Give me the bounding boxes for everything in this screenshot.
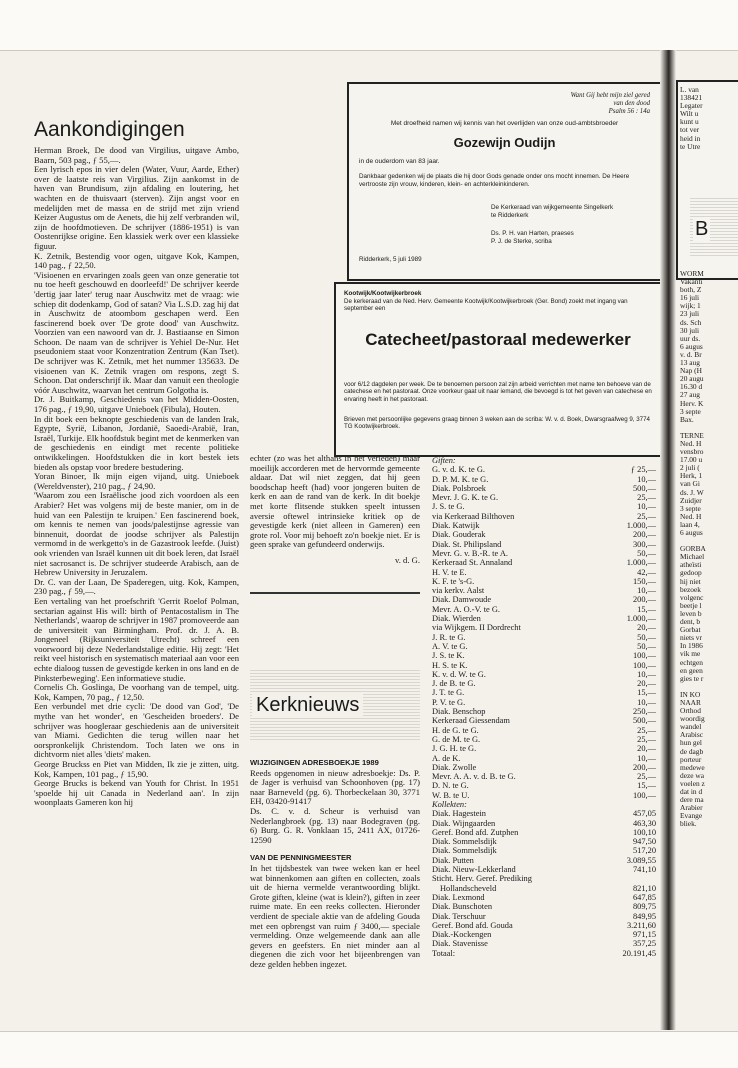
fragment-line: Wilt u xyxy=(680,109,699,119)
donation-row xyxy=(432,726,656,735)
donation-amount: 20.191,45 xyxy=(622,948,656,958)
donor-name: Diak. Lexmond xyxy=(432,892,485,902)
donor-name: Diak. Putten xyxy=(432,855,474,865)
gifts-rows xyxy=(432,465,656,800)
donation-row xyxy=(432,512,656,521)
donation-row xyxy=(432,828,656,837)
donation-row xyxy=(432,558,656,567)
donation-amount: 357,25 xyxy=(632,939,656,949)
donation-amount: 741,10 xyxy=(632,865,656,875)
announcement-paragraph: Cornelis Ch. Goslinga, De voorhang van de tempel, uitg. Kok, Kampen, 70 pag., ƒ 12,50. xyxy=(34,682,239,702)
fragment-line: Orthod xyxy=(680,706,701,716)
donation-row xyxy=(432,865,656,874)
fragment-line: niets vr xyxy=(680,633,702,643)
donation-amount: 10,— xyxy=(637,669,656,679)
announcement-paragraph: Een vertaling van het proefschrift 'Gerrit Roelof Polman, sectarian against His will: birth of Pentacostalism in The Netherlands', waarop de schrijver in 1987 promoveerde aan de universiteit van Birmingham. Prof. dr. J. A. B. Jongeneel (Rijksuniversiteit Utrecht) schreef een voorwoord bij deze Nederlandstalige editie. Hij zegt: 'Het reikt veel historisch en systematisch materiaal aan voor een echte dialoog tussen de gevestigde kerken in ons land en de Pinksterbeweging'. Een informatieve studie. xyxy=(34,595,239,683)
fragment-line: v. d. Br xyxy=(680,349,702,359)
fragment-line: te Utre xyxy=(680,141,701,151)
vacancy-contact: Brieven met persoonlijke gegevens graag binnen 3 weken aan de scriba: W. v. d. Boek, Dwarsgraafweg 9, 3774 TG Kootwijkerbroek. xyxy=(344,416,650,431)
obituary-verse xyxy=(571,92,650,116)
fragment-line: Legater xyxy=(680,101,703,111)
fragment-line: Ned. H xyxy=(680,438,702,448)
fragment-line: Bax. xyxy=(680,414,694,424)
fragment-line: 6 augus xyxy=(680,528,703,537)
donor-name: Diak. Gouderak xyxy=(432,530,486,540)
right-page-banner xyxy=(690,196,738,256)
donor-name: W. B. te U. xyxy=(432,790,470,800)
fragment-line: gedoop xyxy=(680,568,702,578)
donation-row xyxy=(432,623,656,632)
donor-name: A. V. te G. xyxy=(432,641,468,651)
announcements-text xyxy=(34,146,239,808)
donation-row xyxy=(432,856,656,865)
gifts-heading: Giften: xyxy=(432,456,456,465)
donation-row xyxy=(432,651,656,660)
donation-amount: 25,— xyxy=(637,493,656,503)
donor-name: Diak. Wierden xyxy=(432,614,481,624)
announcement-paragraph: George Brucks is bekend van Youth for Christ. In 1951 'spoelde hij uit Canada in Nederland aan'. In zijn woonplaats Gameren kon hij xyxy=(34,778,239,808)
fragment-line: heid in xyxy=(680,133,701,143)
page-fold xyxy=(660,50,676,1030)
donation-amount: 150,— xyxy=(632,576,656,586)
fragment-line: 16 juli xyxy=(680,293,700,303)
donor-name: H. S. te K. xyxy=(432,660,468,670)
announcement-paragraph: Dr. C. van der Laan, De Spaderegen, uitg. Kok, Kampen, 230 pag., ƒ 59,—. xyxy=(34,576,239,597)
fragment-line: bezoek xyxy=(680,584,701,594)
donor-name: G. v. d. K. te G. xyxy=(432,465,485,475)
address-text: Reeds opgenomen in nieuw adresboekje: Ds. P. de Jager is verhuisd van Schoonhoven (pg. 17) naar Barneveld (pg. 6). Thorbeckelaan 30, 3771 EH, 03420-91417 xyxy=(250,767,420,807)
fragment-line: de dagb xyxy=(680,746,704,756)
fragment-line: Gorbat xyxy=(680,625,701,635)
fragment-line: 16.30 d xyxy=(680,382,703,392)
donation-amount: 25,— xyxy=(637,511,656,521)
donation-amount: 250,— xyxy=(632,707,656,717)
donation-row xyxy=(432,772,656,781)
donation-amount: 25,— xyxy=(637,725,656,735)
donation-row xyxy=(432,642,656,651)
fragment-line: van Gi xyxy=(680,479,700,489)
donation-amount: 10,— xyxy=(637,753,656,763)
announcement-paragraph: Herman Broek, De dood van Virgilius, uitgave Ambo, Baarn, 503 pag., ƒ 55,—. xyxy=(34,145,239,165)
donation-amount: 517,20 xyxy=(632,846,656,856)
donation-row xyxy=(432,809,656,818)
fragment-line: en geen xyxy=(680,665,703,675)
fragment-line: dat in d xyxy=(680,787,703,796)
fragment-line: bliek. xyxy=(680,819,697,829)
treasurer-text: In het tijdsbestek van twee weken kan er heel wat binnenkomen aan giften en collecten, zoals uit de hierna vermelde verantwoording blijkt. Grote giften, kleine (wat is klein?), giften in zeer ruime mate. En een reeks collecten. Hieronder verdient de speciale aktie van de afdeling Gouda met een opbrengst van ruim ƒ 3400,— speciale vermelding. Onze welgemeende dank aan alle gevers en geefsters. En niet minder aan al diegenen die zich voor het bijeenbrengen van deze gelden hebben ingezet. xyxy=(250,862,420,969)
donation-amount: 25,— xyxy=(637,772,656,782)
donation-row xyxy=(432,521,656,530)
donor-name: Mevr. A. O.-V. te G. xyxy=(432,604,501,614)
fragment-line: NAAR xyxy=(680,697,701,707)
donor-name: J. S. te K. xyxy=(432,651,465,661)
donation-row xyxy=(432,577,656,586)
right-page-banner-letter: B xyxy=(695,218,709,240)
donation-amount: 100,— xyxy=(632,651,656,661)
signatory-line: te Ridderkerk xyxy=(491,211,529,219)
fragment-line: laan 4, xyxy=(680,519,700,529)
obituary-name: Gozewijn Oudijn xyxy=(453,135,556,150)
review-signature: v. d. G. xyxy=(395,554,420,565)
donor-name: Diak. Stavenisse xyxy=(432,939,488,949)
fragment-line: vensbro xyxy=(680,447,704,457)
donation-row xyxy=(432,930,656,939)
announcement-paragraph: 'Visioenen en ervaringen zoals geen van onze generatie tot nu toe heeft geschouwd en doorleefd!' De schrijver keerde 'dertig jaar later' terug naar Auschwitz met de vraag: wie schiep dit dodenkamp, God of satan? Via L.S.D. zag hij dat in Auschwitz de atoombom geschapen werd. Een fascinerend boek over 'De grote dood' van Auschwitz. Voorzien van een nawoord van dr. J. Bastiaanse en Simon Schoon. De naam van de schrijver is Yehiel De-Nur. Het pseudoniem staat voor Konzentration Zentrum (Kan Tset). De schrijver was K. Zetnik, met het nummer 135633. De visioenen van K. Zetnik vragen om respons, zegt S. Schoon. Dat onderschrijf ik. Maar dan vanuit een theologie vóór Auschwitz, waarvan het centrum Golgotha is. xyxy=(34,269,239,395)
obituary-age: in de ouderdom van 83 jaar. xyxy=(359,158,440,165)
donation-amount: 15,— xyxy=(637,604,656,614)
donation-row xyxy=(432,893,656,902)
donor-name: via Wijkgem. II Dordrecht xyxy=(432,623,521,633)
fragment-line: 17.00 u xyxy=(680,455,703,465)
donation-row xyxy=(432,540,656,549)
fragment-line: 3 septe xyxy=(680,503,701,513)
donor-name: P. V. te G. xyxy=(432,697,466,707)
donor-name: Kerkeraad St. Annaland xyxy=(432,558,513,568)
fragment-line: Michael xyxy=(680,552,705,562)
donation-amount: 200,— xyxy=(632,595,656,605)
donation-amount: 809,75 xyxy=(632,902,656,912)
fragment-line: echtgen xyxy=(680,657,703,667)
announcement-paragraph: George Bruckss en Piet van Midden, Ik zie je zitten, uitg. Kok, Kampen, 101 pag., ƒ 15,90. xyxy=(34,759,239,779)
donation-amount: 1.000,— xyxy=(626,558,656,568)
donation-row xyxy=(432,661,656,670)
fragment-line: TERNE xyxy=(680,430,704,440)
fragment-line: WORM xyxy=(680,270,704,278)
donation-amount: 100,10 xyxy=(632,827,656,837)
verse-line: van den dood xyxy=(613,100,650,107)
donor-name: via Kerkeraad Bilthoven xyxy=(432,511,515,521)
fragment-line: gies te r xyxy=(680,673,704,683)
fragment-line: voelen z xyxy=(680,778,705,788)
donor-name: Diak. Damwoude xyxy=(432,595,492,605)
donation-amount: 15,— xyxy=(637,781,656,791)
fragment-line: leven b xyxy=(680,608,702,618)
donor-name: via kerkv. Aalst xyxy=(432,586,485,596)
fragment-line: Arabier xyxy=(680,803,703,813)
donation-amount: 25,— xyxy=(637,734,656,744)
donation-amount: 10,— xyxy=(637,586,656,596)
donation-row xyxy=(432,884,656,893)
donor-name: Geref. Bond afd. Zutphen xyxy=(432,827,519,837)
collections-rows xyxy=(432,809,656,958)
signatory-line: De Kerkeraad van wijkgemeente Singelkerk xyxy=(491,204,614,211)
donation-row xyxy=(432,791,656,800)
donor-name: G. de M. te G. xyxy=(432,734,481,744)
fragment-line: ds. Sch xyxy=(680,317,702,327)
donor-name: K. F. te 's-G. xyxy=(432,576,475,586)
verse-line: Want Gij hebt mijn ziel gered xyxy=(570,92,650,99)
fragment-line: vik me xyxy=(680,649,701,659)
fragment-line: volgenc xyxy=(680,592,704,602)
verse-reference: Psalm 56 : 14a xyxy=(608,108,650,115)
treasurer-title: VAN DE PENNINGMEESTER xyxy=(250,853,352,863)
donation-row xyxy=(432,688,656,697)
fragment-line: L. van xyxy=(680,86,699,94)
obituary-place-date: Ridderkerk, 5 juli 1989 xyxy=(359,256,422,263)
donation-row xyxy=(432,530,656,539)
announcement-paragraph: Een verbundel met drie cycli: 'De dood van God', 'De mythe van het wonder', en 'Gescheiden broeders'. De schrijver was hoogleraar geschiedenis aan de universiteit van Miami. Gedichten die terug willen naar het oorspronkelijk Christendom. Toch laten we ons in dichtvorm niet alles 'diets' maken. xyxy=(34,701,239,760)
donation-row xyxy=(432,502,656,511)
fragment-line: IN KO xyxy=(680,689,701,699)
donation-amount: 647,85 xyxy=(632,892,656,902)
review-continuation xyxy=(250,454,420,566)
donor-name: Totaal: xyxy=(432,948,456,958)
fragment-line: hun gel xyxy=(680,738,702,748)
donation-amount: 3.211,60 xyxy=(626,920,656,930)
donation-amount: 100,— xyxy=(632,790,656,800)
fragment-line: Arabisc xyxy=(680,730,703,740)
donation-amount: 15,— xyxy=(637,688,656,698)
donor-name: Mevr. G. v. B.-R. te A. xyxy=(432,548,508,558)
donations-list xyxy=(432,456,656,958)
address-title: WIJZIGINGEN ADRESBOEKJE 1989 xyxy=(250,758,379,767)
fragment-line: dere ma xyxy=(680,795,704,805)
donation-row xyxy=(432,939,656,948)
donation-row xyxy=(432,549,656,558)
donation-row xyxy=(432,781,656,790)
donation-row xyxy=(432,716,656,725)
donation-row xyxy=(432,614,656,623)
donation-row xyxy=(432,465,656,474)
fragment-line: Zuidjer xyxy=(680,495,702,505)
donation-amount: 50,— xyxy=(637,548,656,558)
donor-name: Diak. Katwijk xyxy=(432,521,480,531)
church-news-banner xyxy=(250,668,420,740)
fragment-line: uur ds. xyxy=(680,333,701,343)
fragment-line: 30 juli xyxy=(680,325,700,335)
right-page-box-text xyxy=(680,86,738,151)
donor-name: Diak. Terschuur xyxy=(432,911,486,921)
obituary-box xyxy=(347,82,662,281)
donor-name: Diak. Zwolle xyxy=(432,762,477,772)
fragment-line: Vakanti xyxy=(680,277,703,287)
donor-name: J. de B. te G. xyxy=(432,679,476,689)
donation-row xyxy=(432,744,656,753)
donation-row xyxy=(432,605,656,614)
fragment-line: medewe xyxy=(680,762,705,772)
column-divider xyxy=(250,592,420,594)
donor-name: Diak. Benschop xyxy=(432,707,486,717)
donor-name: Diak. Polsbroek xyxy=(432,483,486,493)
vacancy-description: De kerkeraad van de Ned. Herv. Gemeente Kootwijk/Kootwijkerbroek (Ger. Bond) zoekt met ingang van september een xyxy=(344,298,628,313)
donation-amount: 463,30 xyxy=(632,818,656,828)
announcement-paragraph: Dr. J. Buitkamp, Geschiedenis van het Midden-Oosten, 176 pag., ƒ 19,90, uitgave Unieboek (Fibula), Houten. xyxy=(34,394,239,415)
right-page-column xyxy=(680,270,738,828)
donor-name: J. G. H. te G. xyxy=(432,744,477,754)
obituary-officers xyxy=(491,230,651,245)
donation-row xyxy=(432,484,656,493)
donor-name: Kerkeraad Giessendam xyxy=(432,716,510,726)
fragment-line: 138421 xyxy=(680,93,703,103)
donor-name: Hollandscheveld xyxy=(440,883,497,893)
fragment-line: Nap (H xyxy=(680,366,702,376)
donation-amount: 10,— xyxy=(637,697,656,707)
announcements-column xyxy=(34,118,239,808)
obituary-signatory xyxy=(491,204,651,219)
donation-amount: ƒ 25,— xyxy=(630,465,656,475)
donor-name: Diak. Hagestein xyxy=(432,809,486,819)
review-text: echter (zo was het althans in het verleden) maar moeilijk accorderen met de hervormde gemeente aldaar. Dat wil niet zeggen, dat hij geen boodschap heeft (had) voor jongeren buiten de kerk en aan de rand van de kerk. In dit boekje met korte flitsende stukken speelt intussen aversie oftewel intrinsieke kritiek op de gevestigde kerk (niet alleen in Gameren) een grote rol. Voor mij behoeft zo'n boekje niet. Er is geen sprake van gefundeerd onderwijs. xyxy=(250,453,420,550)
fragment-line: Ned. H xyxy=(680,511,702,521)
donation-amount: 1.000,— xyxy=(626,614,656,624)
donation-row xyxy=(432,819,656,828)
donation-amount: 10,— xyxy=(637,502,656,512)
donation-row xyxy=(432,912,656,921)
donation-row xyxy=(432,586,656,595)
donation-amount: 500,— xyxy=(632,716,656,726)
donor-name: Sticht. Herv. Geref. Prediking xyxy=(432,874,532,884)
fragment-line: atheïsti xyxy=(680,560,702,570)
fragment-line: both, Z xyxy=(680,285,702,295)
donation-amount: 100,— xyxy=(632,660,656,670)
donation-amount: 457,05 xyxy=(632,809,656,819)
donor-name: Geref. Bond afd. Gouda xyxy=(432,920,513,930)
fragment-line: porteur xyxy=(680,754,702,764)
fragment-line: 3 septe xyxy=(680,406,701,416)
fragment-line: dent, b xyxy=(680,617,701,627)
donor-name: Mevr. J. G. K. te G. xyxy=(432,493,499,503)
fragment-line: wandel xyxy=(680,722,702,732)
donation-amount: 50,— xyxy=(637,632,656,642)
donation-amount: 1.000,— xyxy=(626,521,656,531)
obituary-intro: Met droefheid namen wij kennis van het overlijden van onze oud-ambtsbroeder xyxy=(390,120,619,127)
donor-name: Mevr. A. A. v. d. B. te G. xyxy=(432,772,516,782)
donation-amount: 821,10 xyxy=(632,883,656,893)
fragment-line: 6 augus xyxy=(680,341,703,351)
donation-row xyxy=(432,754,656,763)
officer-line: Ds. P. H. van Harten, praeses xyxy=(491,230,574,237)
donor-name: Diak. Nieuw-Lekkerland xyxy=(432,865,516,875)
donor-name: J. R. te G. xyxy=(432,632,466,642)
donation-row xyxy=(432,837,656,846)
donation-row xyxy=(432,475,656,484)
announcement-paragraph: K. Zetnik, Bestendig voor ogen, uitgave Kok, Kampen, 140 pag., ƒ 22,50. xyxy=(34,250,239,271)
collections-heading: Kollekten: xyxy=(432,799,467,809)
obituary-thanks: Dankbaar gedenken wij de plaats die hij door Gods genade onder ons mocht innemen. De Heere vertrooste zijn vrouw, kinderen, klein- en achterkleinkinderen. xyxy=(359,173,630,188)
donor-name: Diak. Wijngaarden xyxy=(432,818,496,828)
fragment-line: 2 juli ( xyxy=(680,463,700,473)
fragment-line: In 1986 xyxy=(680,641,703,651)
fragment-line: ds. J. W xyxy=(680,487,704,497)
announcement-paragraph: Een lyrisch epos in vier delen (Water, Vuur, Aarde, Ether) over de laatste reis van Virgilius. Zijn aankomst in de haven van Brundisum, zijn afdaling en loutering, het wachten en de thuisvaart (sterven). Zijn angst voor en medelijden met de massa en de strijd met zijn vriend Keizer Augustus om de Aenets, die hij zelf verbranden wil, zijn de hoofdmotieven. De schrijver (1886-1951) is van Oostenrijkse origine. Een klassiek werk over een klassieke figuur. xyxy=(34,164,239,251)
announcement-paragraph: Yoran Binoer, Ik mijn eigen vijand, uitg. Unieboek (Wereldvenster), 210 pag., ƒ 24,90. xyxy=(34,471,239,491)
donation-row xyxy=(432,874,656,883)
fragment-line: 23 juli xyxy=(680,309,700,319)
donor-name: J. S. te G. xyxy=(432,502,465,512)
donation-amount: 500,— xyxy=(632,483,656,493)
address-text-2: Ds. C. v. d. Scheur is verhuisd van Nederlangbroek (pg. 13) naar Bodegraven (pg. 6) Burg. G. R. Vonklaan 15, 2411 AX, 01726-12590 xyxy=(250,805,420,845)
donor-name: K. v. d. W. te G. xyxy=(432,669,486,679)
donor-name: D. P. M. K. te G. xyxy=(432,474,489,484)
donation-row xyxy=(432,568,656,577)
announcements-heading: Aankondigingen xyxy=(34,118,185,141)
donation-row xyxy=(432,670,656,679)
donation-amount: 3.089,55 xyxy=(626,855,656,865)
donor-name: J. T. te G. xyxy=(432,688,465,698)
donor-name: Diak. Bunschoten xyxy=(432,902,493,912)
fragment-line: deze wa xyxy=(680,770,705,780)
donation-amount: 20,— xyxy=(637,623,656,633)
fragment-line: Herv. K xyxy=(680,398,704,408)
fragment-line: tot ver xyxy=(680,125,700,135)
vacancy-box xyxy=(334,282,662,457)
fragment-line: Herk, 1 xyxy=(680,471,703,481)
fragment-line: beetje l xyxy=(680,600,702,610)
church-news-column xyxy=(250,758,420,969)
fragment-line: 27 aug xyxy=(680,390,700,400)
donation-row xyxy=(432,921,656,930)
donation-row xyxy=(432,595,656,604)
donation-row xyxy=(432,846,656,855)
donor-name: H. V. te E. xyxy=(432,567,467,577)
vacancy-location: Kootwijk/Kootwijkerbroek xyxy=(344,290,422,297)
fragment-line: woordig xyxy=(680,714,705,724)
donor-name: D. N. te G. xyxy=(432,781,469,791)
donation-row xyxy=(432,763,656,772)
donation-amount: 200,— xyxy=(632,762,656,772)
fragment-line: GORBA xyxy=(680,544,706,554)
donation-amount: 42,— xyxy=(637,567,656,577)
donation-row xyxy=(432,679,656,688)
donation-row xyxy=(432,698,656,707)
donor-name: Diak. St. Philipsland xyxy=(432,539,502,549)
donation-row xyxy=(432,735,656,744)
donor-name: Diak. Sommelsdijk xyxy=(432,837,497,847)
donation-amount: 200,— xyxy=(632,530,656,540)
vacancy-body: voor 6/12 dagdelen per week. De te benoemen persoon zal zijn arbeid verrichten met name ten behoeve van de catechese en het pastoraat. Onze voorkeur gaat uit naar iemand, die bevoegd is tot het geven van catechese en ervaring heeft in het pastoraat. xyxy=(344,381,652,403)
donation-amount: 849,95 xyxy=(632,911,656,921)
donor-name: Diak. Sommelsdijk xyxy=(432,846,497,856)
donation-amount: 50,— xyxy=(637,641,656,651)
officer-line: P. J. de Sterke, scriba xyxy=(491,237,552,245)
donation-amount: 10,— xyxy=(637,474,656,484)
fragment-line: 20 augu xyxy=(680,374,704,384)
donation-amount: 947,50 xyxy=(632,837,656,847)
donor-name: H. de G. te G. xyxy=(432,725,479,735)
vacancy-headline: Catecheet/pastoraal medewerker xyxy=(365,330,631,349)
announcement-paragraph: 'Waarom zou een Israëlische jood zich voordoen als een Arabier? Het was volgens mij de beste manier, om in de huid van een Palestijn te kruipen.' Een fascinerend boek, om kennis te nemen van joods/palestijnse agressie van binnenuit, doordat de joodse schrijver als Palestijn vermomd in de werkgetto's in de Gazastrook leefde. (Juist) ook vrienden van Israël kunnen uit dit boek leren, dat Israël niet sacrosanct is. De schrijver studeerde Arabisch, aan de Hebrew University in Jeruzalem. xyxy=(34,490,239,578)
donation-row xyxy=(432,633,656,642)
fragment-line: wijk; 1 xyxy=(680,301,701,311)
fragment-line: kunt u xyxy=(680,117,699,127)
donation-amount: 971,15 xyxy=(632,930,656,940)
donor-name: Diak.-Kockengen xyxy=(432,930,492,940)
fragment-line: Evange xyxy=(680,811,703,821)
donation-row xyxy=(432,493,656,502)
donation-row xyxy=(432,949,656,958)
fragment-line: hij niet xyxy=(680,576,701,586)
church-news-title: Kerknieuws xyxy=(252,694,363,717)
donation-amount: 20,— xyxy=(637,744,656,754)
donor-name: A. de K. xyxy=(432,753,461,763)
donation-row xyxy=(432,902,656,911)
announcement-paragraph: In dit boek een beknopte geschiedenis van de landen Irak, Egypte, Syrië, Libanon, Jordanië, Saoedi-Arabië, Iran, Israël, Turkije. Elk hoofdstuk begint met de kenmerken van de geschiedenis en eindigt met recente politieke ontwikkelingen. Hoofdstukken die in kort bestek iets bieden als opstap voor bredere bestudering. xyxy=(34,413,239,472)
donation-amount: 20,— xyxy=(637,679,656,689)
donation-amount: 300,— xyxy=(632,539,656,549)
donation-row xyxy=(432,707,656,716)
fragment-line: 13 aug xyxy=(680,358,700,368)
